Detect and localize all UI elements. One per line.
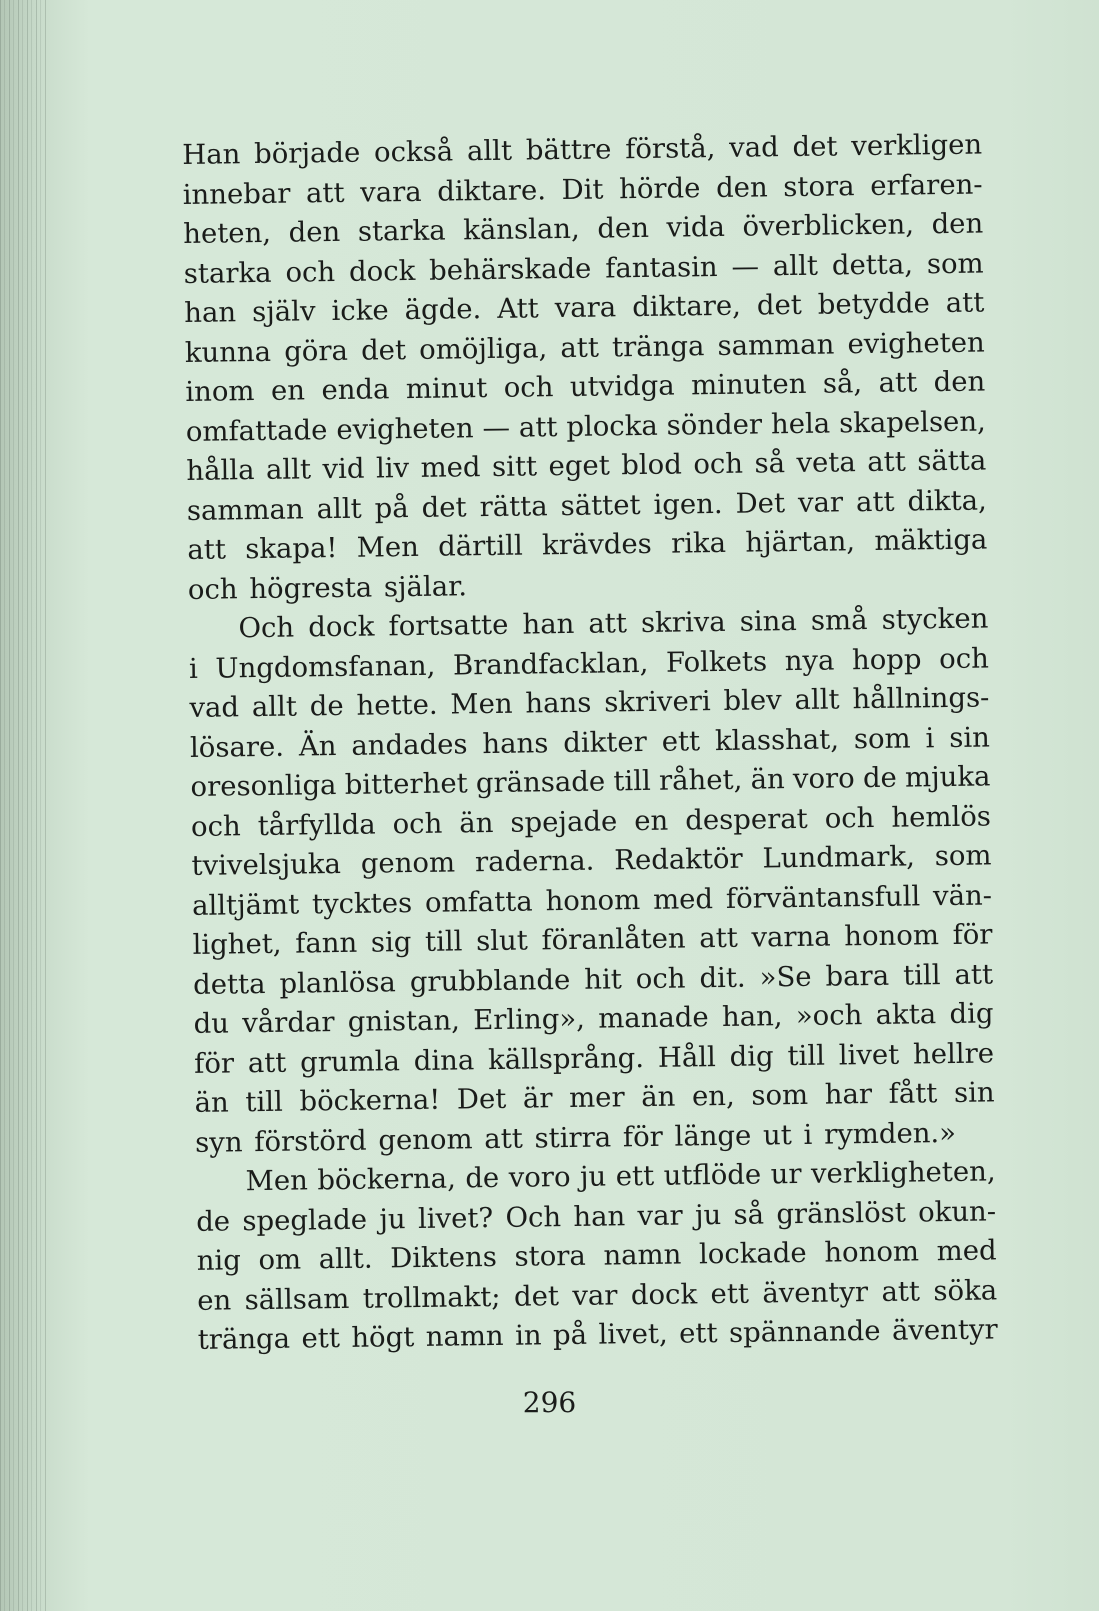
text-line: en sällsam trollmakt; det var dock ett äventyr att söka [197,1273,998,1317]
text-line: lösare. Än andades hans dikter ett klasshat, som i sin [189,720,991,764]
text-line: alltjämt tycktes omfatta honom med förväntansfull vän- [191,878,993,922]
text-line: detta planlösa grubblande hit och dit. »Se bara till att [192,957,994,1001]
text-line: innebar att vara diktare. Dit hörde den stora erfaren- [182,168,983,211]
page-number: 296 [522,1386,577,1419]
text-line: Han började också allt bättre förstå, vad det verkligen [182,128,983,171]
text-line: hålla allt vid liv med sitt eget blod och så veta att sätta [186,444,987,487]
text-line: i Ungdomsfanan, Brandfacklan, Folkets nya hopp och [188,641,990,685]
text-line: nig om allt. Diktens stora namn lockade honom med [196,1234,997,1277]
text-line: heten, den starka känslan, den vida överblicken, den [183,207,984,250]
text-line: tränga ett högt namn in på livet, ett spännande äventyr [197,1313,998,1356]
text-line: oresonliga bitterhet gränsade till råhet, än voro de mjuka [190,760,991,803]
text-line: inom en enda minut och utvidga minuten så, att den [185,365,986,408]
text-line: han själv icke ägde. Att vara diktare, det betydde att [184,286,985,329]
text-line: syn förstörd genom att stirra för länge ut i rymden.» [194,1116,957,1159]
text-line: och tårfyllda och än spejade en desperat och hemlös [190,799,992,843]
text-line: starka och dock behärskade fantasin — allt detta, som [183,247,984,290]
page-edge-shadow [0,0,46,1611]
text-line: tvivelsjuka genom raderna. Redaktör Lundmark, som [191,839,992,882]
text-line: Men böckerna, de voro ju ett utflöde ur verkligheten, [245,1155,996,1198]
text-line: vad allt de hette. Men hans skriveri blev allt hållnings- [189,681,990,724]
text-line: kunna göra det omöjliga, att tränga samman evigheten [184,326,985,369]
text-line: Och dock fortsatte han att skriva sina små stycken [238,602,989,645]
text-line: du vårdar gnistan, Erling», manade han, »och akta dig [193,997,994,1040]
text-line: de speglade ju livet? Och han var ju så gränslöst okun- [195,1194,997,1238]
text-line: och högresta själar. [187,569,468,606]
text-line: samman allt på det rätta sättet igen. Det var att dikta, [186,483,987,527]
text-line: omfattade evigheten — att plocka sönder hela skapelsen, [185,405,986,448]
text-line: att skapa! Men därtill krävdes rika hjärtan, mäktiga [187,523,988,566]
body-text [182,126,998,1361]
text-line: för att grumla dina källsprång. Håll dig till livet hellre [193,1036,995,1080]
text-line: än till böckerna! Det är mer än en, som har fått sin [194,1076,995,1119]
text-line: lighet, fann sig till slut föranlåten att varna honom för [192,918,993,961]
